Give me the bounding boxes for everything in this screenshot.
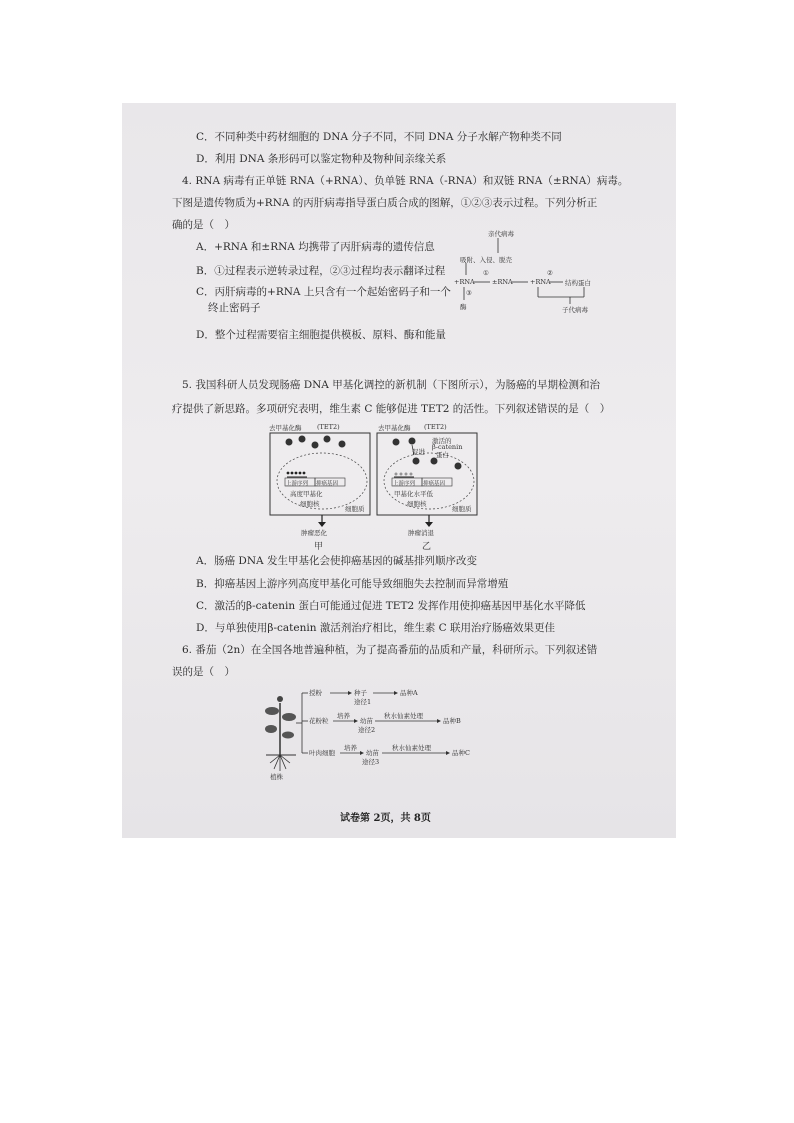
culture2-label: 培养 bbox=[344, 744, 357, 752]
q5-stem-line2: 疗提供了新思路。多项研究表明，维生素 C 能够促进 TET2 的活性。下列叙述错误的是（ ） bbox=[172, 403, 611, 415]
promote-label: 促进 bbox=[412, 448, 425, 456]
q6-breeding-diagram bbox=[262, 683, 512, 783]
q4-stem-line1: 4. RNA 病毒有正单链 RNA（+RNA）、负单链 RNA（-RNA）和双链 RNA（±RNA）病毒。 bbox=[182, 175, 629, 187]
q4-option-b: B．①过程表示逆转录过程，②③过程均表示翻译过程 bbox=[196, 265, 446, 277]
q4-option-d: D．整个过程需要宿主细胞提供模板、原料、酶和能量 bbox=[196, 329, 446, 341]
q5-option-a: A．肠癌 DNA 发生甲基化会使抑癌基因的碱基排列顺序改变 bbox=[196, 555, 477, 567]
nucleus-label-a: 细胞核 bbox=[300, 500, 320, 508]
tumor-deteriorate-label: 肿瘤恶化 bbox=[301, 529, 327, 537]
tet2-label-b: (TET2) bbox=[424, 423, 447, 431]
activated-label-1: 激活的 bbox=[432, 437, 452, 445]
step3-marker: ③ bbox=[466, 289, 472, 297]
exam-page-photo bbox=[122, 103, 676, 838]
q5-methylation-diagram-b bbox=[374, 423, 484, 552]
low-methylation-label: 甲基化水平低 bbox=[394, 490, 433, 498]
child-virus-label: 子代病毒 bbox=[562, 306, 588, 314]
q4-option-c-line2: 终止密码子 bbox=[208, 302, 261, 314]
cytoplasm-label-b: 细胞质 bbox=[452, 505, 472, 513]
tumor-suppressor-gene-label: 抑癌基因 bbox=[316, 481, 339, 487]
enzyme-label: 酶 bbox=[460, 303, 467, 311]
plus-rna-label: +RNA bbox=[454, 278, 475, 286]
upstream-seq-label-b: 上游序列 bbox=[393, 481, 416, 487]
variety-c-label: 品种C bbox=[452, 749, 470, 757]
q3-option-d: D．利用 DNA 条形码可以鉴定物种及物种间亲缘关系 bbox=[196, 153, 447, 165]
plant-and-arrows bbox=[262, 683, 512, 783]
leaf-cell-label: 叶肉细胞 bbox=[309, 749, 335, 757]
q5-option-c: C．激活的β-catenin 蛋白可能通过促进 TET2 发挥作用使抑癌基因甲基化水平降低 bbox=[196, 600, 586, 612]
path3-label: 途径3 bbox=[362, 758, 380, 766]
seed-label: 种子 bbox=[354, 689, 367, 697]
q4-stem-line2: 下图是遗传物质为+RNA 的丙肝病毒指导蛋白质合成的图解，①②③表示过程。下列分析正 bbox=[172, 197, 598, 209]
pollinate-label: 授粉 bbox=[309, 689, 322, 697]
q6-stem-line2: 误的是（ ） bbox=[172, 666, 235, 678]
path2-label: 途径2 bbox=[358, 726, 376, 734]
plus-rna2-label: +RNA bbox=[530, 278, 551, 286]
variety-a-label: 品种A bbox=[400, 689, 418, 697]
parent-virus-label: 亲代病毒 bbox=[488, 230, 514, 238]
q4-stem-line3: 确的是（ ） bbox=[172, 219, 235, 231]
structural-protein-label: 结构蛋白 bbox=[565, 279, 591, 287]
plant-label: 植株 bbox=[270, 773, 283, 781]
demethylase-label: 去甲基化酶 bbox=[269, 424, 302, 432]
pm-rna-label: ±RNA bbox=[492, 278, 513, 286]
path1-label: 途径1 bbox=[354, 698, 372, 706]
tumor-suppressor-gene-label-b: 抑癌基因 bbox=[423, 481, 446, 487]
colchicine2-label: 秋水仙素处理 bbox=[392, 744, 431, 752]
nucleus-label-b: 细胞核 bbox=[407, 500, 427, 508]
q4-option-c-line1: C．丙肝病毒的+RNA 上只含有一个起始密码子和一个 bbox=[196, 286, 451, 298]
high-methylation-label: 高度甲基化 bbox=[290, 490, 323, 498]
q5-methylation-diagram-a bbox=[267, 423, 377, 552]
pollen-label: 花粉粒 bbox=[309, 717, 329, 725]
q5-option-b: B．抑癌基因上游序列高度甲基化可能导致细胞失去控制而异常增殖 bbox=[196, 578, 509, 590]
upstream-seq-label: 上游序列 bbox=[286, 481, 309, 487]
culture-label: 培养 bbox=[337, 712, 350, 720]
activated-label-2: β-catenin bbox=[432, 443, 463, 451]
tumor-regress-label: 肿瘤消退 bbox=[408, 529, 434, 537]
q4-option-a: A．+RNA 和±RNA 均携带了丙肝病毒的遗传信息 bbox=[196, 241, 435, 253]
q5-option-d: D．与单独使用β-catenin 激活剂治疗相比，维生素 C 联用治疗肠癌效果更佳 bbox=[196, 622, 556, 634]
activated-label-3: 蛋白 bbox=[436, 451, 449, 459]
tet2-label: (TET2) bbox=[317, 423, 340, 431]
variety-b-label: 品种B bbox=[443, 717, 461, 725]
q3-option-c: C．不同种类中药材细胞的 DNA 分子不同，不同 DNA 分子水解产物种类不同 bbox=[196, 131, 562, 143]
colchicine-label: 秋水仙素处理 bbox=[384, 712, 423, 720]
q5-stem-line1: 5. 我国科研人员发现肠癌 DNA 甲基化调控的新机制（下图所示），为肠癌的早期检测和治 bbox=[182, 379, 600, 391]
seedling2-label: 幼苗 bbox=[366, 749, 379, 757]
step2-marker: ② bbox=[547, 269, 553, 277]
q4-virus-diagram bbox=[452, 229, 597, 319]
q6-stem-line1: 6. 番茄（2n）在全国各地普遍种植，为了提高番茄的品质和产量，科研所示。下列叙述错 bbox=[182, 644, 598, 656]
demethylase-label-b: 去甲基化酶 bbox=[378, 424, 411, 432]
diagram-a-label: 甲 bbox=[314, 542, 324, 552]
step1-marker: ① bbox=[483, 269, 489, 277]
diagram-b-label: 乙 bbox=[422, 542, 432, 552]
page-footer: 试卷第 2页，共 8页 bbox=[340, 813, 431, 824]
seedling-label: 幼苗 bbox=[360, 717, 373, 725]
infection-steps-label: 吸附、入侵、脱壳 bbox=[460, 256, 512, 264]
cytoplasm-label-a: 细胞质 bbox=[345, 505, 365, 513]
virus-diagram-arrows bbox=[452, 229, 597, 319]
